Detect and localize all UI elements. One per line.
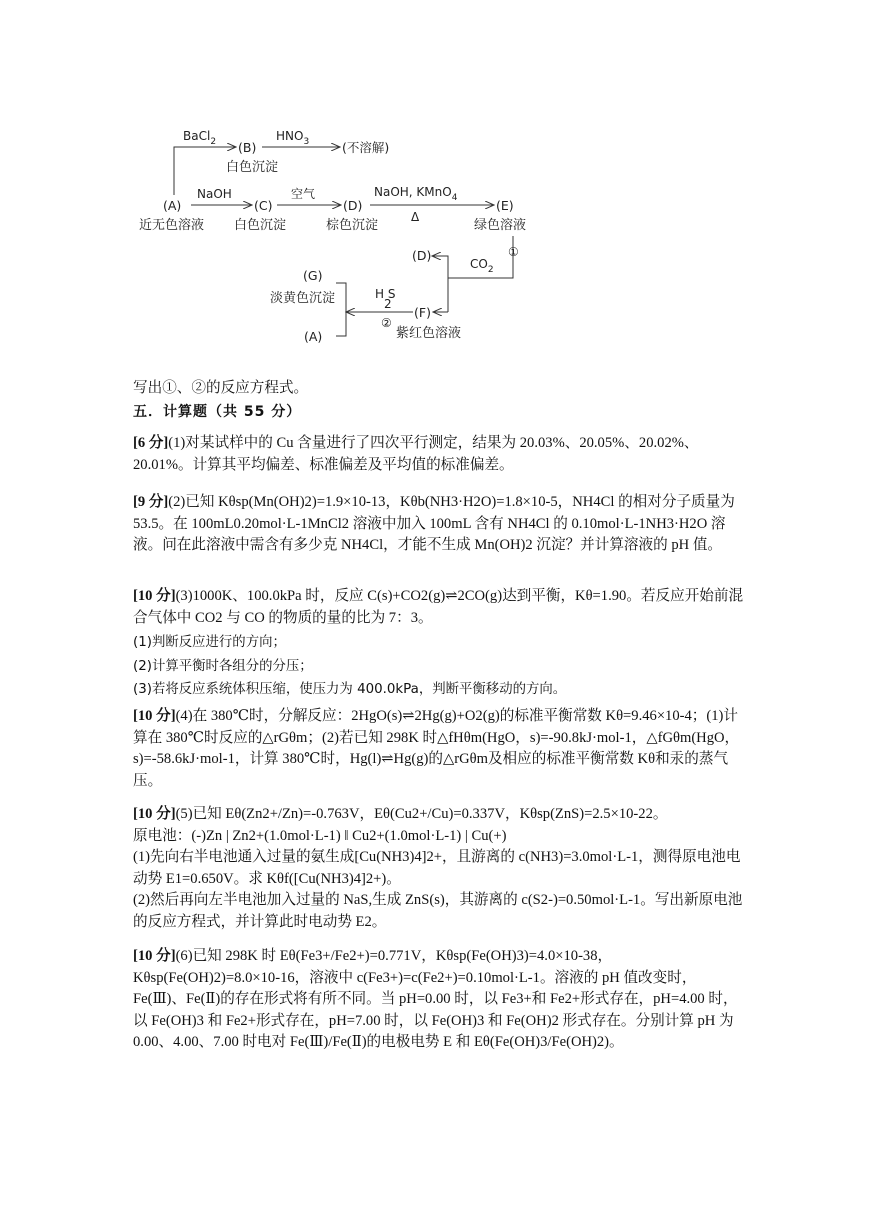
question-4 <box>133 706 745 792</box>
q6-points: [10 分] <box>133 948 176 964</box>
mark-two: ② <box>381 316 392 330</box>
q3-points: [10 分] <box>133 588 176 604</box>
reaction-flow-diagram <box>0 0 869 360</box>
reagent-air: 空气 <box>291 187 316 201</box>
reagent-naoh: NaOH <box>197 187 232 201</box>
q1-points: [6 分] <box>133 435 169 451</box>
caption-g: 淡黄色沉淀 <box>270 291 336 306</box>
node-b: (B) <box>238 140 257 155</box>
node-g: (G) <box>303 268 323 283</box>
reagent-h2s: H S <box>375 287 396 301</box>
q4-text: (4)在 380℃时，分解反应：2HgO(s)⇌2Hg(g)+O2(g)的标准平衡常数 Kθ=9.46×10-4；(1)计算在 380℃时反应的△rGθm；(2)若已知 298K 时△fHθm(HgO，s)=-90.8kJ·mol-1，△fGθm(HgO，s)=-58.6kJ·mol-1，计算 380℃时，Hg(l)⇌Hg(g)的△rGθm及相应的标准平衡常数 Kθ和汞的蒸气压。 <box>133 708 740 789</box>
q5-text: (5)已知 Eθ(Zn2+/Zn)=-0.763V，Eθ(Cu2+/Cu)=0.337V，Kθsp(ZnS)=2.5×10-22。 <box>175 806 668 822</box>
bracket-g-a <box>336 283 346 336</box>
q2-text: (2)已知 Kθsp(Mn(OH)2)=1.9×10-13，Kθb(NH3·H2O)=1.8×10-5，NH4Cl 的相对分子质量为 53.5。在 100mL0.20mol·L-1MnCl2 溶液中加入 100mL 含有 NH4Cl 的 0.10mol·L-1NH3·H2O 溶液。问在此溶液中需含有多少克 NH4Cl，才能不生成 Mn(OH)2 沉淀？并计算溶液的 pH 值。 <box>133 494 735 553</box>
caption-e: 绿色溶液 <box>474 218 527 233</box>
node-a: (A) <box>163 198 182 213</box>
question-5 <box>133 804 745 933</box>
caption-c: 白色沉淀 <box>234 218 287 233</box>
q4-points: [10 分] <box>133 708 176 724</box>
q5-cell: 原电池：(-)Zn | Zn2+(1.0mol·L-1) ‖ Cu2+(1.0mol·L-1) | Cu(+) <box>133 827 507 844</box>
question-3 <box>133 586 745 701</box>
question-6 <box>133 946 745 1054</box>
reagent-hno3: $HNO_3$ <box>276 129 310 147</box>
reagent-heat: Δ <box>411 210 420 224</box>
q3-sub-1: (1)判断反应进行的方向； <box>133 635 286 650</box>
q6-text: (6)已知 298K 时 Eθ(Fe3+/Fe2+)=0.771V，Kθsp(Fe(OH)3)=4.0×10-38，Kθsp(Fe(OH)2)=8.0×10-16，溶液中 c(Fe3+)=c(Fe2+)=0.10mol·L-1。溶液的 pH 值改变时，Fe(Ⅲ)、Fe(Ⅱ)的存在形式将有所不同。当 pH=0.00 时，以 Fe3+和 Fe2+形式存在，pH=4.00 时，以 Fe(OH)3 和 Fe2+形式存在，pH=7.00 时，以 Fe(OH)3 和 Fe(OH)2 形式存在。分别计算 pH 为 0.00、4.00、7.00 时电对 Fe(Ⅲ)/Fe(Ⅱ)的电极电势 E 和 Eθ(Fe(OH)3/Fe(OH)2)。 <box>133 948 738 1050</box>
reagent-naoh-kmno4: NaOH, KMnO$_4$ <box>374 185 458 203</box>
q1-text: (1)对某试样中的 Cu 含量进行了四次平行测定，结果为 20.03%、20.05%、20.02%、20.01%。计算其平均偏差、标准偏差及平均值的标准偏差。 <box>133 435 699 473</box>
q3-text: (3)1000K、100.0kPa 时，反应 C(s)+CO2(g)⇌2CO(g)达到平衡，Kθ=1.90。若反应开始前混合气体中 CO2 与 CO 的物质的量的比为 7：3。 <box>133 588 744 626</box>
node-d2: (D) <box>412 248 432 263</box>
caption-a: 近无色溶液 <box>139 218 205 233</box>
reagent-h2s-sub: 2 <box>384 297 392 311</box>
node-a2: (A) <box>304 329 323 344</box>
node-insoluble: (不溶解) <box>342 140 390 155</box>
q5-points: [10 分] <box>133 806 176 822</box>
caption-f: 紫红色溶液 <box>396 326 462 341</box>
instruction-line: 写出①、②的反应方程式。 <box>133 380 309 396</box>
node-e: (E) <box>496 198 514 213</box>
q3-sub-2: (2)计算平衡时各组分的分压； <box>133 658 313 674</box>
node-d: (D) <box>343 198 363 213</box>
q5-sub-1: (1)先向右半电池通入过量的氨生成[Cu(NH3)4]2+，且游离的 c(NH3)=3.0mol·L-1，测得原电池电动势 E1=0.650V。求 Kθf([Cu(NH3)4]2+)。 <box>133 849 741 887</box>
reagent-co2: $CO_2$ <box>470 257 494 275</box>
caption-b: 白色沉淀 <box>226 160 279 175</box>
q5-sub-2: (2)然后再向左半电池加入过量的 NaS,生成 ZnS(s)，其游离的 c(S2-)=0.50mol·L-1。写出新原电池的反应方程式，并计算此时电动势 E2。 <box>133 892 743 930</box>
reagent-bacl2: BaCl$_2$ <box>183 129 217 147</box>
mark-one: ① <box>508 245 519 259</box>
section-title: 五．计算题（共 55 分） <box>133 404 302 420</box>
question-2 <box>133 492 745 557</box>
caption-d: 棕色沉淀 <box>326 218 379 233</box>
q2-points: [9 分] <box>133 494 169 510</box>
node-c: (C) <box>254 198 273 213</box>
q3-sub-3: (3)若将反应系统体积压缩，使压力为 400.0kPa，判断平衡移动的方向。 <box>133 682 567 697</box>
node-f: (F) <box>414 305 431 320</box>
question-1 <box>133 433 745 476</box>
